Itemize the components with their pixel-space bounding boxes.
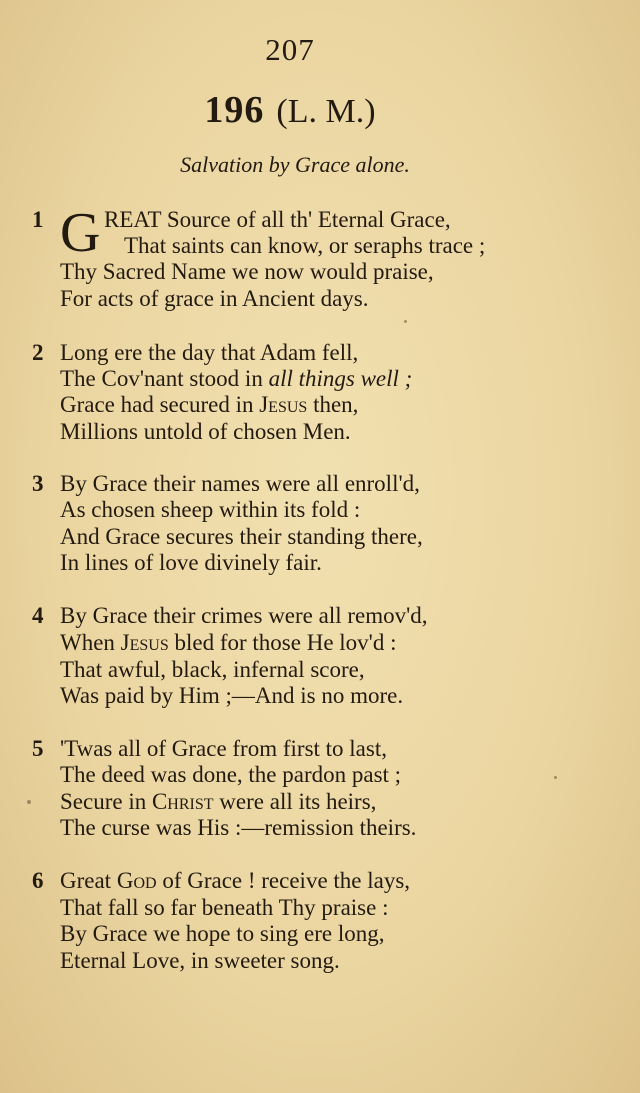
verse-line: Great God of Grace ! receive the lays, (60, 868, 411, 893)
hymn-meter: (L. M.) (276, 93, 376, 130)
verse-line: When Jesus bled for those He lov'd : (60, 630, 397, 655)
paper-stain (554, 776, 557, 779)
verse-number: 5 (32, 736, 44, 761)
verse-line: By Grace their crimes were all remov'd, (60, 603, 428, 628)
verse-line: As chosen sheep within its fold : (60, 497, 361, 522)
verse-number: 4 (32, 603, 44, 628)
verse-line: The curse was His :—remission theirs. (60, 815, 417, 840)
verse-line: Grace had secured in Jesus then, (60, 392, 359, 417)
verse-line: The Cov'nant stood in all things well ; (60, 366, 413, 391)
hymn-number: 196 (204, 89, 265, 131)
verse-line: Secure in Christ were all its heirs, (60, 789, 377, 814)
verse-line: Millions untold of chosen Men. (60, 419, 351, 444)
verse-number: 2 (32, 340, 44, 365)
divine-name: Jesus (259, 392, 308, 417)
verse-line: That saints can know, or seraphs trace ; (124, 233, 486, 258)
paper-stain (27, 800, 31, 804)
hymn-subtitle: Salvation by Grace alone. (180, 152, 410, 177)
page-number: 207 (265, 32, 315, 67)
verse-line: And Grace secures their standing there, (60, 524, 423, 549)
divine-name: Christ (151, 789, 214, 814)
verse-line: By Grace we hope to sing ere long, (60, 921, 385, 946)
verse-line: Was paid by Him ;—And is no more. (60, 683, 404, 708)
paper-stain (404, 320, 407, 323)
verse-number: 1 (32, 207, 44, 232)
hymn-heading (0, 88, 580, 132)
verse-number: 3 (32, 471, 44, 496)
verse-line: For acts of grace in Ancient days. (60, 286, 369, 311)
verse-line: REAT Source of all th' Eternal Grace, (104, 207, 451, 232)
verse-line: Long ere the day that Adam fell, (60, 340, 359, 365)
drop-cap: G (60, 202, 101, 264)
verse-line: That awful, black, infernal score, (60, 657, 365, 682)
verse-line: The deed was done, the pardon past ; (60, 762, 402, 787)
verse-number: 6 (32, 868, 44, 893)
verse-line: 'Twas all of Grace from first to last, (60, 736, 387, 761)
verse-line: Thy Sacred Name we now would praise, (60, 259, 434, 284)
italic-phrase: all things well ; (268, 366, 413, 391)
divine-name: God (116, 868, 157, 893)
verse-line: In lines of love divinely fair. (60, 550, 322, 575)
verse-line: Eternal Love, in sweeter song. (60, 948, 340, 973)
verse-line: That fall so far beneath Thy praise : (60, 895, 389, 920)
divine-name: Jesus (120, 630, 169, 655)
verse-line: By Grace their names were all enroll'd, (60, 471, 420, 496)
